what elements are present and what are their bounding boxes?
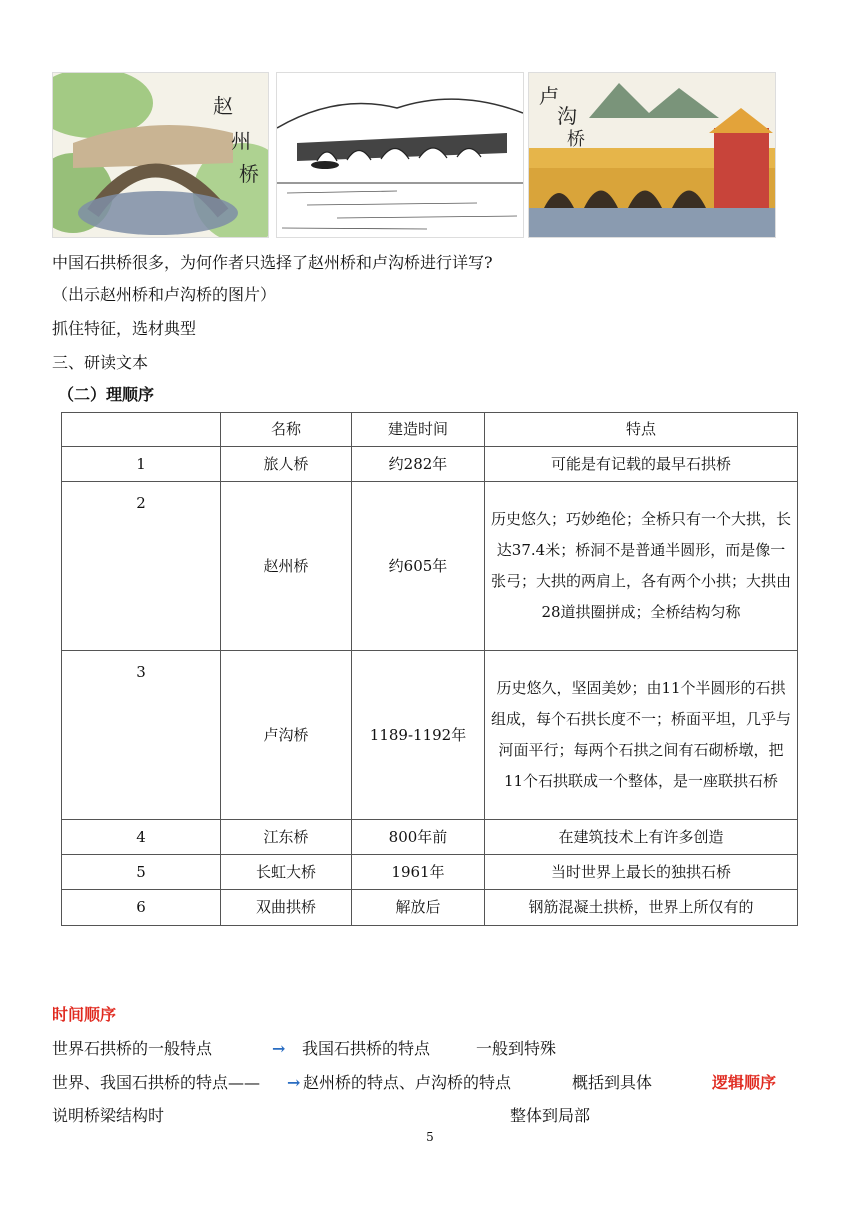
- row-number: 4: [62, 820, 221, 855]
- table-header-cell: [62, 413, 221, 447]
- build-time: 约282年: [352, 447, 485, 482]
- bridge-feature: 在建筑技术上有许多创造: [485, 820, 798, 855]
- logic-order-label: 逻辑顺序: [712, 1073, 777, 1092]
- table-row: [62, 651, 798, 820]
- svg-text:沟: 沟: [557, 104, 577, 128]
- multi-arch-bridge-image: [276, 72, 524, 238]
- arrow-icon: →: [287, 1073, 301, 1092]
- lugou-bridge-image: [528, 72, 776, 238]
- subsection-heading: （二）理顺序: [58, 385, 155, 404]
- bridge-table: [61, 412, 798, 926]
- table-header-cell: 建造时间: [352, 413, 485, 447]
- order-row-3-right: 整体到局部: [510, 1106, 591, 1125]
- row-number: 2: [62, 482, 221, 651]
- time-order-label: 时间顺序: [52, 1005, 117, 1024]
- bridge-feature: 历史悠久；巧妙绝伦；全桥只有一个大拱，长达37.4米；桥洞不是普通半圆形，而是像一张弓；大拱的两肩上，各有两个小拱；大拱由28道拱圈拼成；全桥结构匀称: [485, 482, 798, 651]
- bridge-feature: 当时世界上最长的独拱石桥: [485, 855, 798, 890]
- table-row: [62, 890, 798, 926]
- page-number: 5: [426, 1130, 434, 1144]
- table-row: [62, 820, 798, 855]
- show-images-note: （出示赵州桥和卢沟桥的图片）: [52, 285, 277, 304]
- table-header-cell: 特点: [485, 413, 798, 447]
- answer-text: 抓住特征，选材典型: [52, 319, 197, 338]
- bridge-feature: 钢筋混凝土拱桥，世界上所仅有的: [485, 890, 798, 926]
- svg-text:桥: 桥: [239, 162, 259, 186]
- build-time: 1961年: [352, 855, 485, 890]
- bridge-name: 旅人桥: [221, 447, 352, 482]
- order-row-1-right: 一般到特殊: [476, 1039, 557, 1058]
- bridge-name: 长虹大桥: [221, 855, 352, 890]
- order-row-2-left: 世界、我国石拱桥的特点——: [52, 1073, 261, 1092]
- build-time: 约605年: [352, 482, 485, 651]
- row-number: 5: [62, 855, 221, 890]
- order-row-1-mid: 我国石拱桥的特点: [302, 1039, 431, 1058]
- svg-text:卢: 卢: [539, 84, 559, 108]
- zhaozhou-bridge-image: [52, 72, 269, 238]
- order-row-1-left: 世界石拱桥的一般特点: [52, 1039, 213, 1058]
- row-number: 3: [62, 651, 221, 820]
- bridge-feature: 可能是有记载的最早石拱桥: [485, 447, 798, 482]
- build-time: 800年前: [352, 820, 485, 855]
- bridge-name: 双曲拱桥: [221, 890, 352, 926]
- bridge-name: 江东桥: [221, 820, 352, 855]
- order-row-3-left: 说明桥梁结构时: [52, 1106, 165, 1125]
- row-number: 6: [62, 890, 221, 926]
- section-heading: 三、研读文本: [52, 353, 149, 372]
- table-row: [62, 482, 798, 651]
- order-row-2-mid: 赵州桥的特点、卢沟桥的特点: [303, 1073, 512, 1092]
- bridge-name: 卢沟桥: [221, 651, 352, 820]
- table-row: [62, 855, 798, 890]
- svg-text:州: 州: [231, 129, 251, 153]
- bridge-feature: 历史悠久，坚固美妙；由11个半圆形的石拱组成，每个石拱长度不一；桥面平坦，几乎与河面平行；每两个石拱之间有石砌桥墩，把11个石拱联成一个整体，是一座联拱石桥: [485, 651, 798, 820]
- svg-text:桥: 桥: [567, 129, 585, 150]
- question-text: 中国石拱桥很多，为何作者只选择了赵州桥和卢沟桥进行详写?: [52, 253, 493, 272]
- bridge-name: 赵州桥: [221, 482, 352, 651]
- svg-text:赵: 赵: [213, 94, 233, 118]
- build-time: 解放后: [352, 890, 485, 926]
- row-number: 1: [62, 447, 221, 482]
- arrow-icon: →: [272, 1039, 286, 1058]
- table-header-row: [62, 413, 798, 447]
- order-row-2-right: 概括到具体: [572, 1073, 653, 1092]
- table-row: [62, 447, 798, 482]
- table-header-cell: 名称: [221, 413, 352, 447]
- build-time: 1189-1192年: [352, 651, 485, 820]
